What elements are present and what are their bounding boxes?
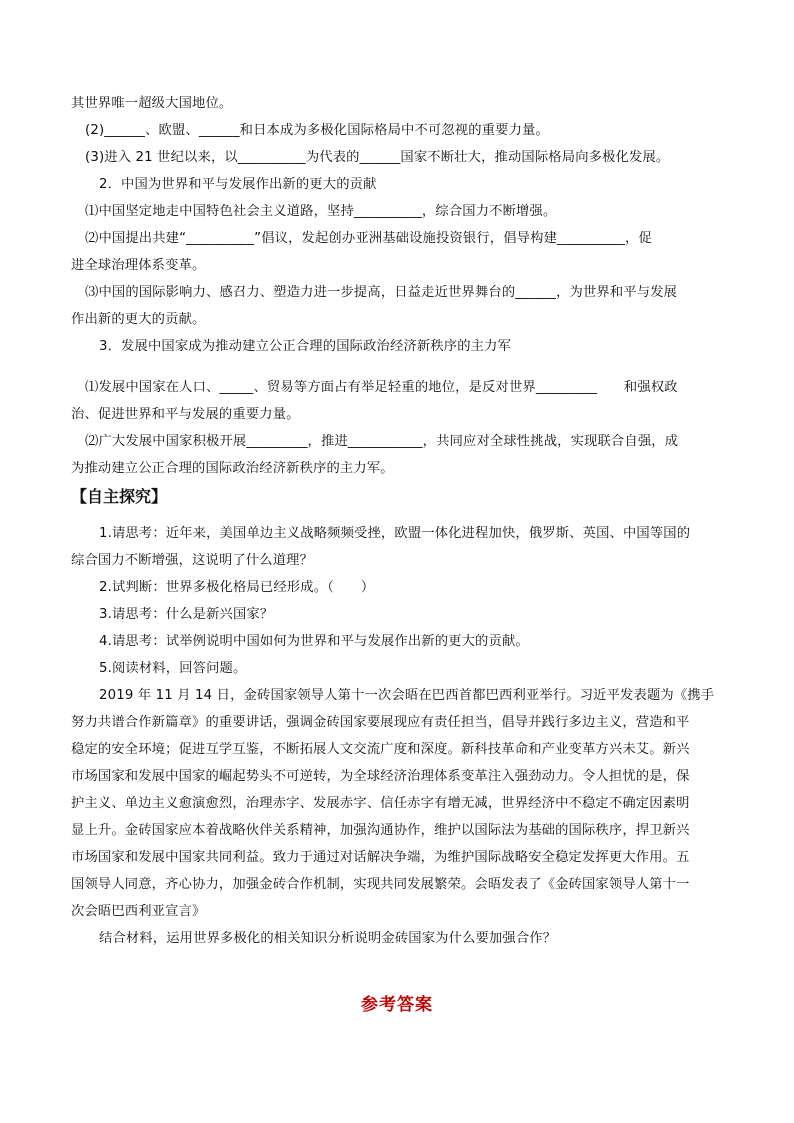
text-line-4: 2．中国为世界和平与发展作出新的更大的贡献 bbox=[99, 177, 377, 192]
material-line-6: 显上升。金砖国家应本着战略伙伴关系精神，加强沟通协作，维护以国际法为基础的国际秩序，捍卫新兴 bbox=[71, 823, 690, 838]
question-line-4: 3.请思考：什么是新兴国家？ bbox=[99, 607, 274, 622]
text-line-7: 进全球治理体系变革。 bbox=[71, 258, 206, 273]
question-line-5: 4.请思考：试举例说明中国如何为世界和平与发展作出新的更大的贡献。 bbox=[99, 634, 529, 649]
text-line-1: 其世界唯一超级大国地位。 bbox=[71, 96, 233, 111]
text-line-6: ⑵中国提出共建“__________”倡议，发起创办亚洲基础设施投资银行，倡导构建__________，促 bbox=[85, 231, 652, 246]
material-line-9: 次会晤巴西利亚宣言》 bbox=[71, 904, 206, 919]
text-line-13: ⑵广大发展中国家积极开展_________，推进___________，共同应对全球性挑战，实现联合自强，成 bbox=[85, 434, 679, 449]
text-line-9: 作出新的更大的贡献。 bbox=[71, 312, 206, 327]
answer-title: 参考答案 bbox=[361, 995, 433, 1015]
text-line-5: ⑴中国坚定地走中国特色社会主义道路，坚持__________，综合国力不断增强。 bbox=[85, 204, 557, 219]
text-line-12: 治、促进世界和平与发展的重要力量。 bbox=[71, 407, 300, 422]
material-line-1: 2019 年 11 月 14 日，金砖国家领导人第十一次会晤在巴西首都巴西利亚举行。习近平发表题为《携手 bbox=[99, 688, 715, 703]
text-line-14: 为推动建立公正合理的国际政治经济新秩序的主力军。 bbox=[71, 461, 394, 476]
material-line-5: 护主义、单边主义愈演愈烈，治理赤字、发展赤字、信任赤字有增无减，世界经济中不稳定不确定因素明 bbox=[71, 796, 690, 811]
material-line-3: 稳定的安全环境；促进互学互鉴，不断拓展人文交流广度和深度。新科技革命和产业变革方兴未艾。新兴 bbox=[71, 742, 690, 757]
text-line-11: ⑴发展中国家在人口、_____、贸易等方面占有举足轻重的地位，是反对世界_________ 和强权政 bbox=[85, 380, 678, 395]
text-line-8: ⑶中国的国际影响力、感召力、塑造力进一步提高，日益走近世界舞台的______，为世界和平与发展 bbox=[85, 285, 678, 300]
question-line-2: 综合国力不断增强，这说明了什么道理？ bbox=[71, 553, 314, 568]
text-line-2: (2)______、欧盟、______和日本成为多极化国际格局中不可忽视的重要力量。 bbox=[85, 123, 549, 138]
text-line-10: 3．发展中国家成为推动建立公正合理的国际政治经济新秩序的主力军 bbox=[99, 339, 512, 354]
text-line-3: (3)进入 21 世纪以来，以__________为代表的______国家不断壮大，推动国际格局向多极化发展。 bbox=[85, 150, 670, 165]
material-line-2: 努力共谱合作新篇章》的重要讲话，强调金砖国家要展现应有责任担当，倡导并践行多边主义，营造和平 bbox=[71, 715, 690, 730]
material-line-7: 市场国家和发展中国家共同利益。致力于通过对话解决争端，为维护国际战略安全稳定发挥更大作用。五 bbox=[71, 850, 690, 865]
question-line-3: 2.试判断：世界多极化格局已经形成。（ ） bbox=[99, 580, 375, 595]
question-line-6: 5.阅读材料，回答问题。 bbox=[99, 661, 247, 676]
question-prompt: 结合材料，运用世界多极化的相关知识分析说明金砖国家为什么要加强合作？ bbox=[99, 931, 557, 946]
material-line-4: 市场国家和发展中国家的崛起势头不可逆转，为全球经济治理体系变革注入强劲动力。令人担忧的是，保 bbox=[71, 769, 690, 784]
section-heading: 【自主探究】 bbox=[71, 487, 168, 506]
material-line-8: 国领导人同意，齐心协力，加强金砖合作机制，实现共同发展繁荣。会晤发表了《金砖国家领导人第十一 bbox=[71, 877, 690, 892]
question-line-1: 1.请思考：近年来，美国单边主义战略频频受挫，欧盟一体化进程加快，俄罗斯、英国、中国等国的 bbox=[99, 526, 691, 541]
